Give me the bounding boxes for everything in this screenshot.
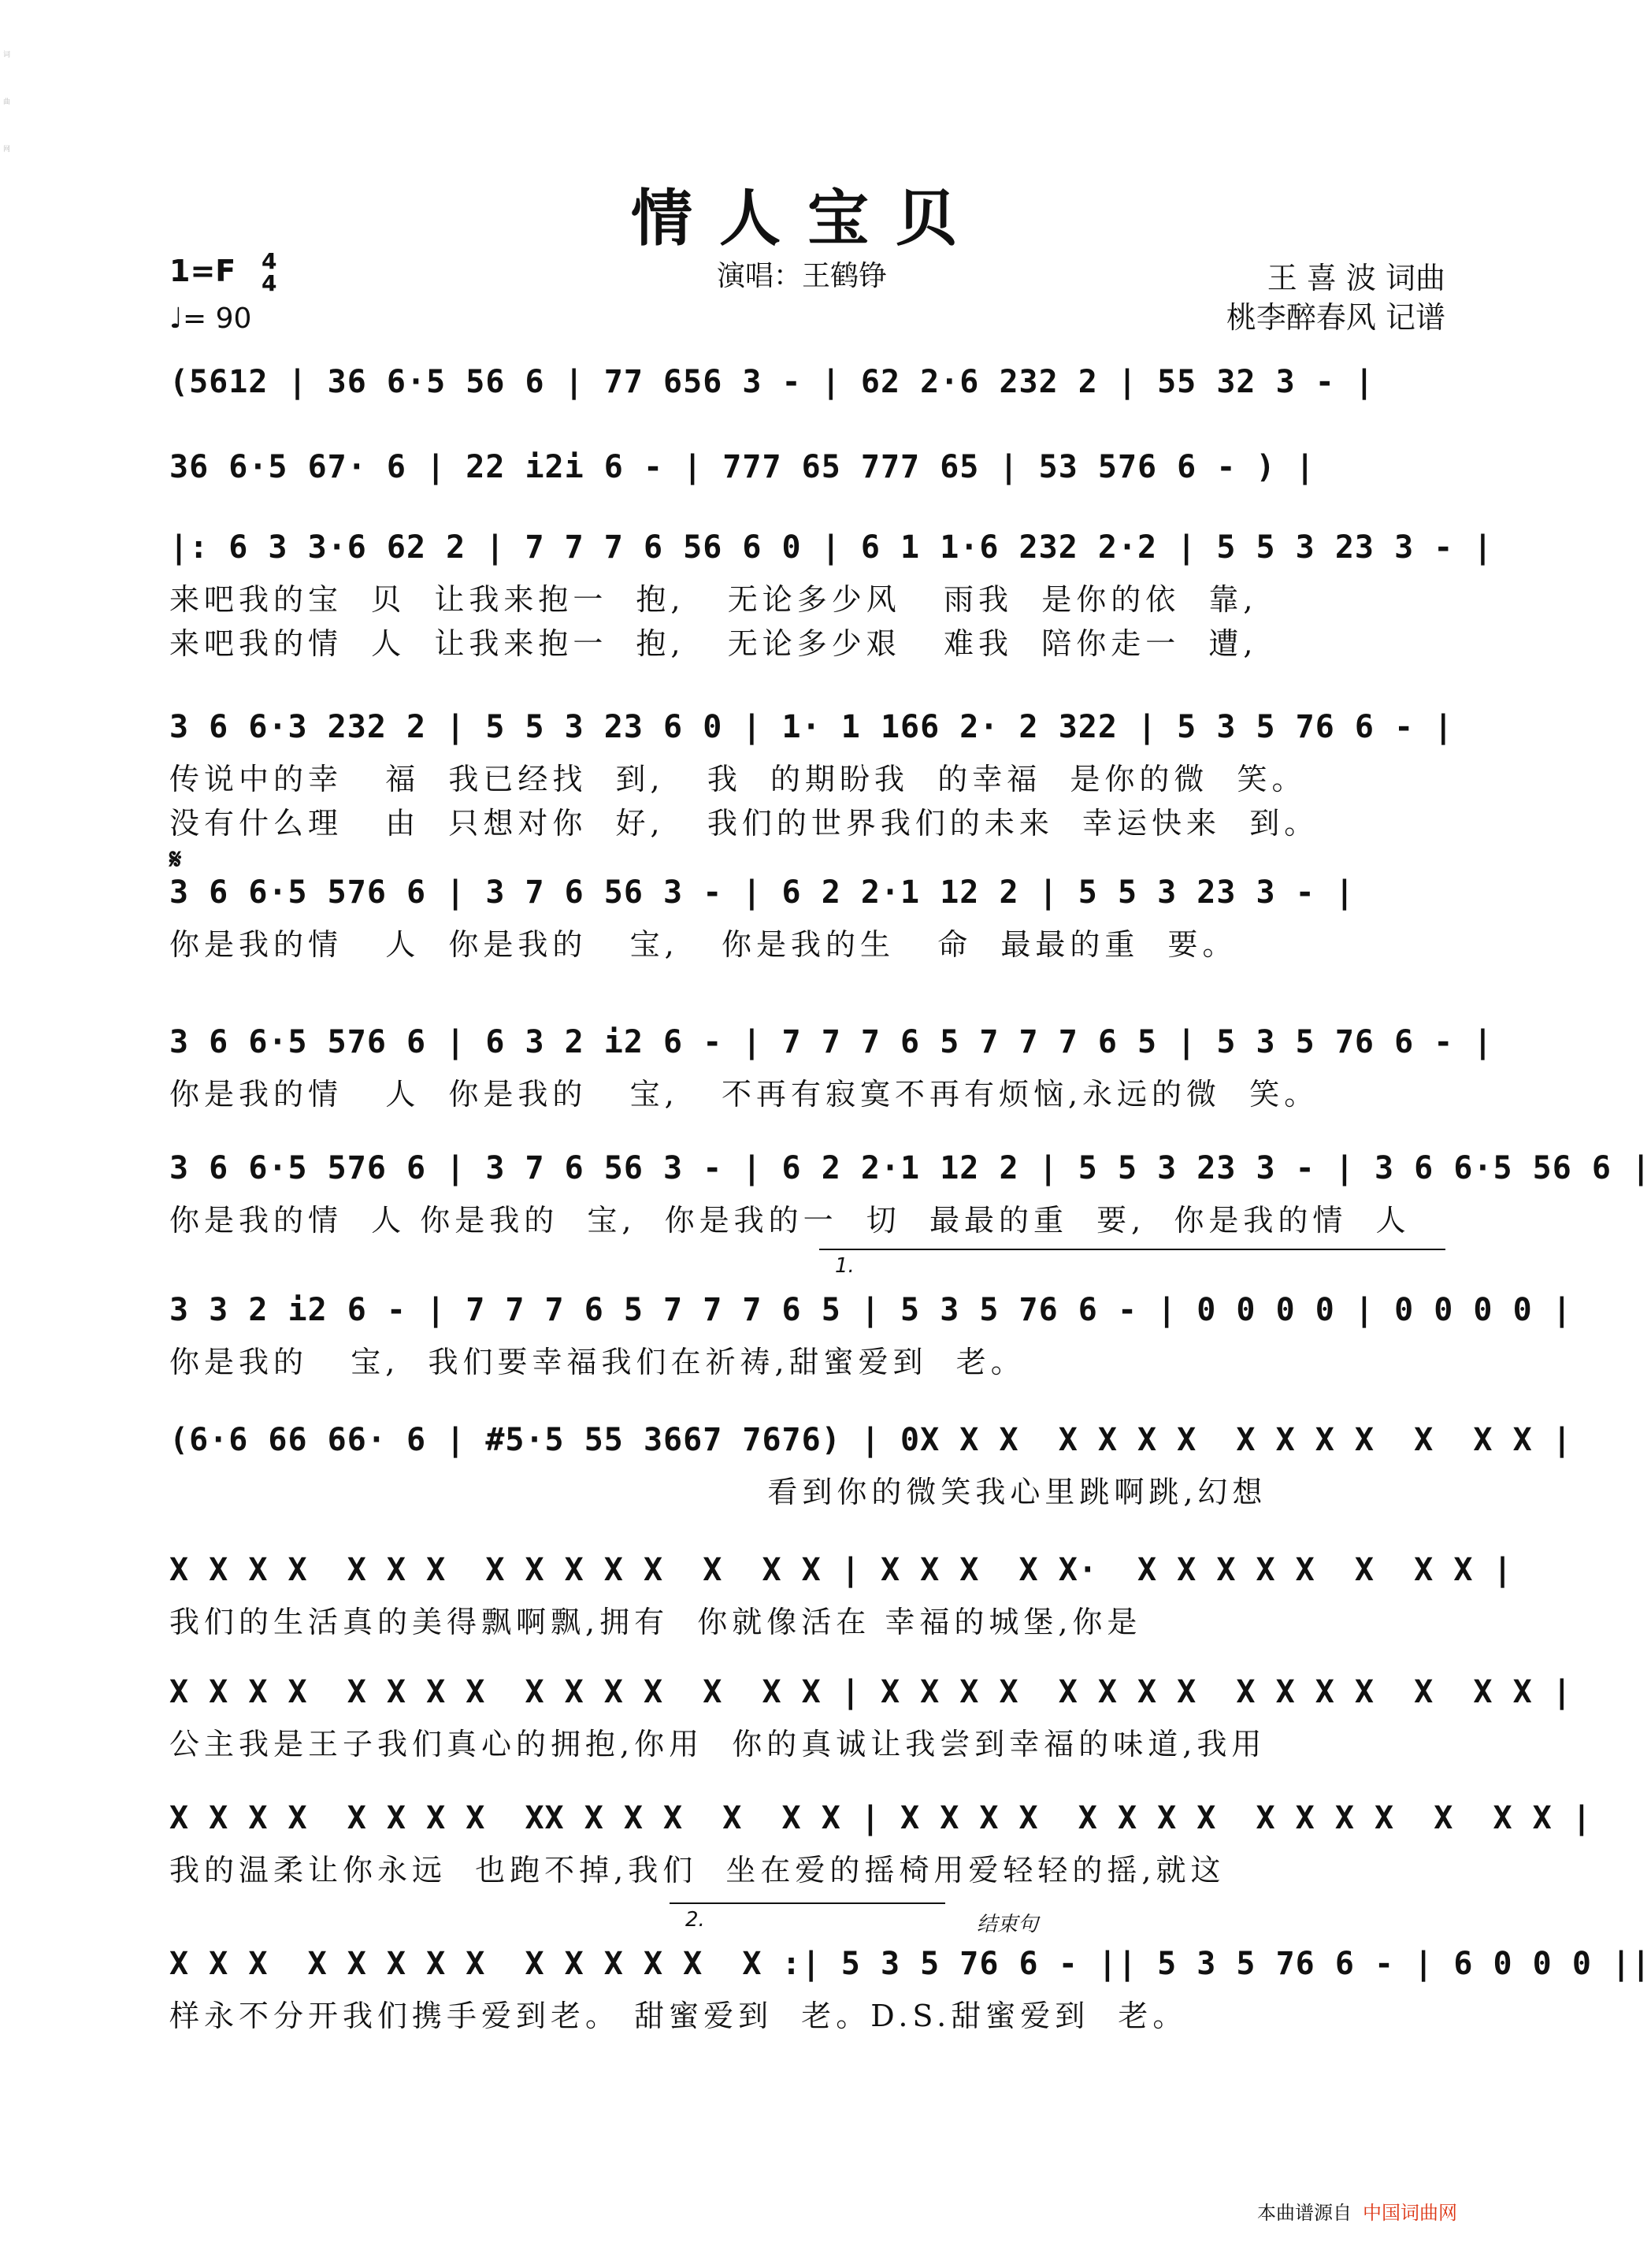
notation-line: 3 3 2 i2 6 - | 7 7 7 6 5 7 7 7 6 5 | 5 3 5 76 6 - | 0 0 0 0 | 0 0 0 0 | [169,1292,1572,1328]
time-signature [262,248,277,296]
tempo-mark: ♩= 90 [169,303,252,335]
volta-ending: 2. [685,1908,705,1932]
notation-line: X X X X X X X X XX X X X X X X | X X X X X X X X X X X X X X X | [169,1800,1592,1836]
notation-line: (5612 | 36 6·5 56 6 | 77 656 3 - | 62 2·6 232 2 | 55 32 3 - | [169,364,1375,400]
lyric-line: 我们的生活真的美得飘啊飘,拥有 你就像活在 幸福的城堡,你是 [169,1605,1142,1639]
notation-line: 36 6·5 67· 6 | 22 i2i 6 - | 777 65 777 65 | 53 576 6 - ) | [169,449,1315,485]
notation-line: X X X X X X X X X X X X X X :| 5 3 5 76 6 - || 5 3 5 76 6 - | 6 0 0 0 || [169,1946,1651,1982]
lyric-line: 看到你的微笑我心里跳啊跳,幻想 [169,1475,1267,1509]
segno-sign: 𝄋 [169,843,182,876]
lyric-line: 来吧我的情 人 让我来抱一 抱, 无论多少艰 难我 陪你走一 遭, [169,626,1258,661]
source-text: 本曲谱源自 [1257,2202,1352,2224]
meter-bottom: 4 [262,270,277,296]
lyric-line: 我的温柔让你永远 也跑不掉,我们 坐在爱的摇椅用爱轻轻的摇,就这 [169,1853,1226,1888]
lyric-line: 来吧我的宝 贝 让我来抱一 抱, 无论多少风 雨我 是你的依 靠, [169,582,1258,617]
lyric-line: 你是我的 宝, 我们要幸福我们在祈祷,甜蜜爱到 老。 [169,1345,1026,1379]
transcriber-credit: 桃李醉春风 记谱 [1226,300,1445,335]
lyric-line: 公主我是王子我们真心的拥抱,你用 你的真诚让我尝到幸福的味道,我用 [169,1727,1267,1761]
meter-top: 4 [262,248,277,274]
song-title: 情人宝贝 [630,183,984,254]
lyric-line: 你是我的情 人 你是我的 宝, 不再有寂寞不再有烦恼,永远的微 笑。 [169,1077,1319,1112]
brand-link[interactable]: 中国词曲网 [1363,2202,1457,2224]
singer: 演唱：王鹤铮 [717,260,888,292]
composer-credit: 王 喜 波 词曲 [1267,261,1445,295]
lyric-line: 你是我的情 人 你是我的 宝, 你是我的一 切 最最的重 要, 你是我的情 人 [169,1203,1411,1238]
lyric-line: 样永不分开我们携手爱到老。 甜蜜爱到 老。D.S.甜蜜爱到 老。 [169,1999,1188,2033]
notation-line: |: 6 3 3·6 62 2 | 7 7 7 6 56 6 0 | 6 1 1·6 232 2·2 | 5 5 3 23 3 - | [169,529,1493,566]
volta-bracket [819,1249,1445,1250]
volta-bracket [670,1902,945,1904]
lyric-line: 传说中的幸 福 我已经找 到, 我 的期盼我 的幸福 是你的微 笑。 [169,762,1307,796]
notation-line: 3 6 6·5 576 6 | 6 3 2 i2 6 - | 7 7 7 6 5 7 7 7 6 5 | 5 3 5 76 6 - | [169,1024,1493,1060]
notation-line: 3 6 6·3 232 2 | 5 5 3 23 6 0 | 1· 1 166 2· 2 322 | 5 3 5 76 6 - | [169,709,1454,745]
notation-line: X X X X X X X X X X X X X X X | X X X X X· X X X X X X X X | [169,1552,1513,1588]
notation-line: X X X X X X X X X X X X X X X | X X X X X X X X X X X X X X X | [169,1674,1572,1710]
notation-line: 3 6 6·5 576 6 | 3 7 6 56 3 - | 6 2 2·1 12 2 | 5 5 3 23 3 - | 3 6 6·5 56 6 | [169,1150,1651,1186]
lyric-line: 没有什么理 由 只想对你 好, 我们的世界我们的未来 幸运快来 到。 [169,806,1319,841]
notation-line: (6·6 66 66· 6 | #5·5 55 3667 7676) | 0X X X X X X X X X X X X X X | [169,1422,1572,1458]
key-signature: 1=F [169,254,236,288]
notation-line: 3 6 6·5 576 6 | 3 7 6 56 3 - | 6 2 2·1 12 2 | 5 5 3 23 3 - | [169,874,1355,911]
footer [1257,2197,1457,2225]
side-watermark: 词曲网 [3,51,11,154]
coda-label: 结束句 [977,1913,1039,1936]
lyric-line: 你是我的情 人 你是我的 宝, 你是我的生 命 最最的重 要。 [169,927,1237,962]
volta-ending: 1. [835,1254,855,1278]
